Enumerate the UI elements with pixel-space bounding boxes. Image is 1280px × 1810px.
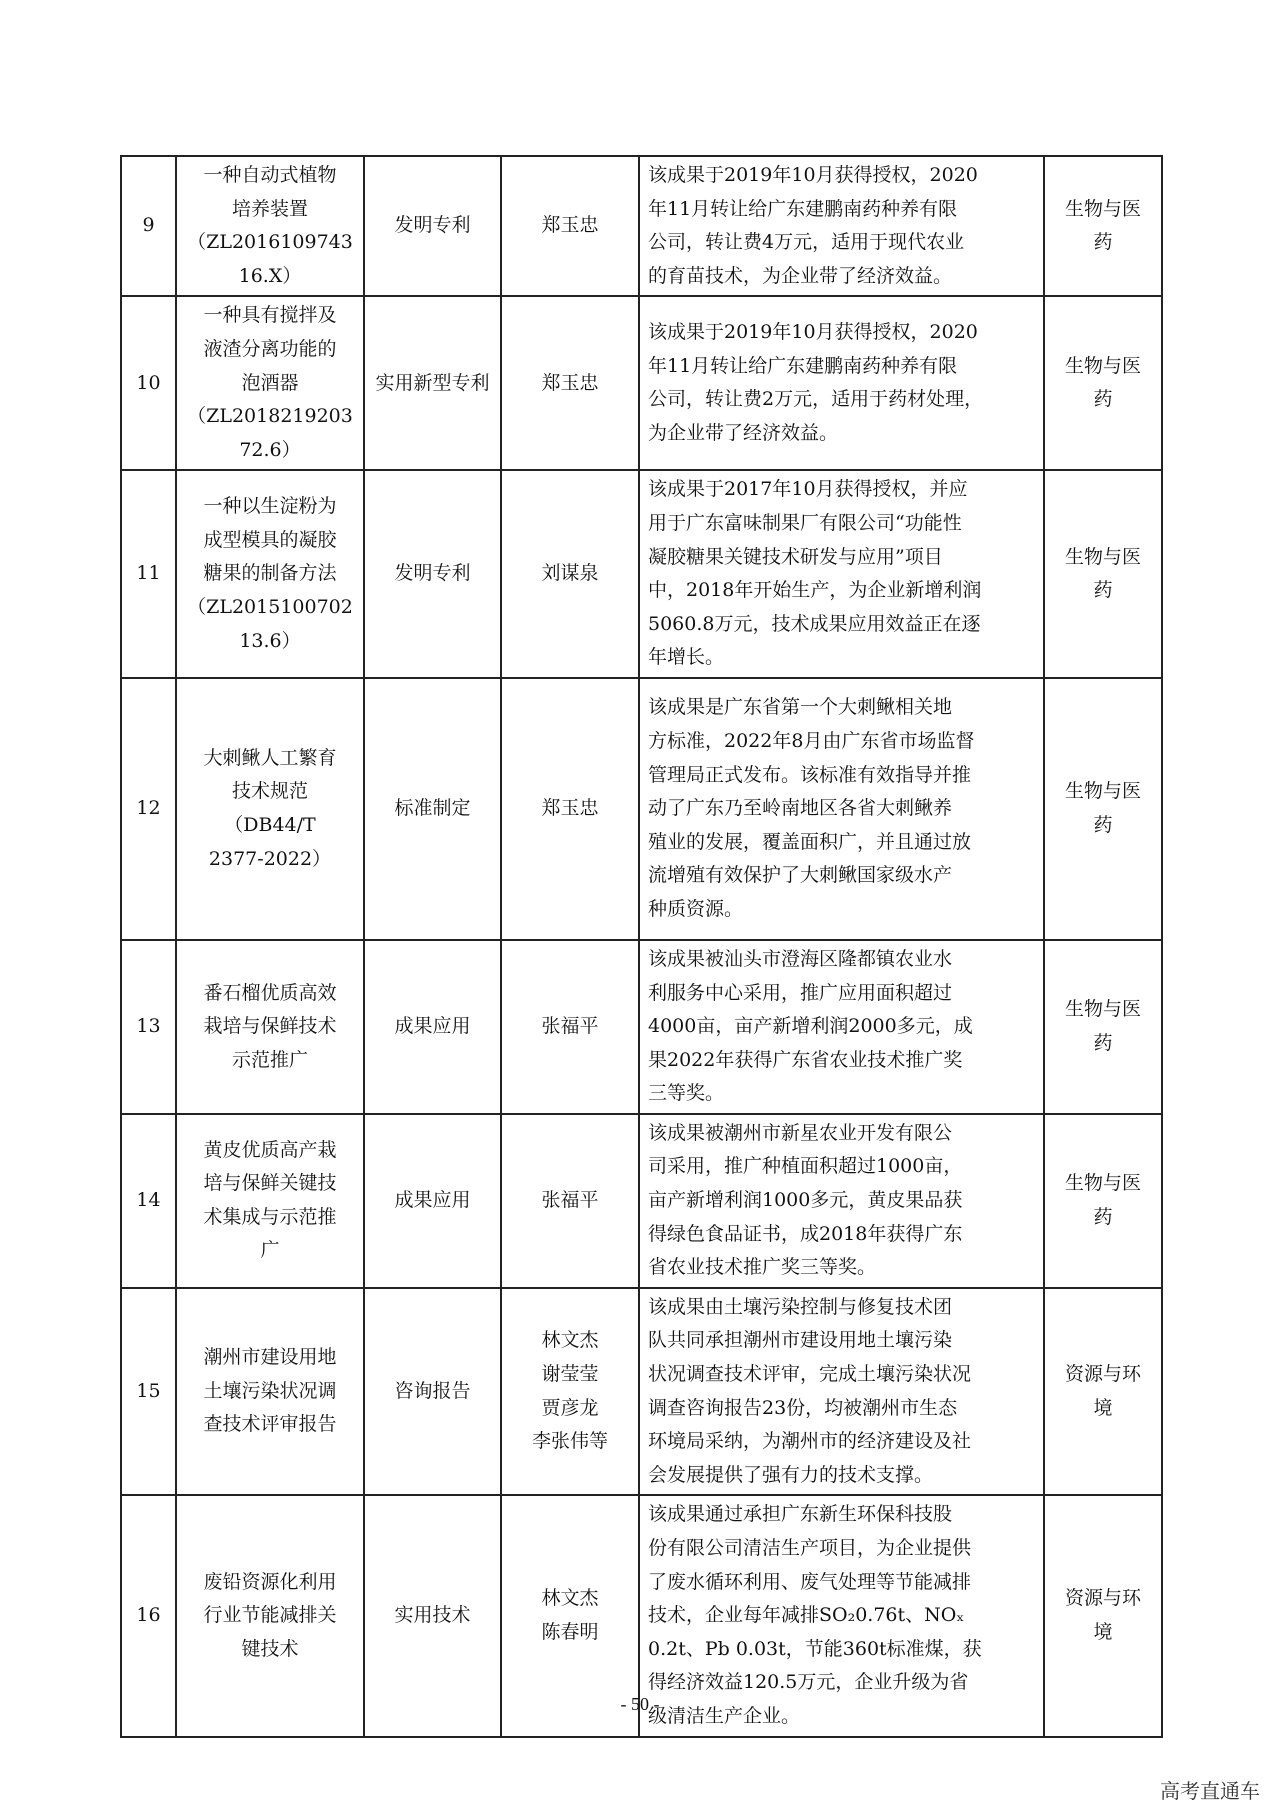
person-line: 张福平 [541,1015,599,1038]
desc-line: 环境局采纳，为潮州市的经济建设及社 [648,1430,972,1453]
field-line: 资源与环 [1064,1363,1141,1386]
desc-line: 该成果由土壤污染控制与修复技术团 [648,1295,953,1318]
desc-line: 年11月转让给广东建鹏南药种养有限 [648,354,958,377]
achievement-type: 咨询报告 [364,1288,501,1496]
name-line: 成型模具的凝胶 [203,528,337,551]
person-line: 贾彦龙 [541,1396,599,1419]
desc-line: 该成果被潮州市新星农业开发有限公 [648,1121,953,1144]
achievement-description [639,1288,1044,1496]
name-line: 糖果的制备方法 [203,562,337,585]
table-row [121,470,1162,678]
desc-line: 省农业技术推广奖三等奖。 [648,1256,877,1279]
name-line: 行业节能减排关 [203,1604,337,1627]
desc-line: 调查咨询报告23份，均被潮州市生态 [648,1396,958,1419]
achievement-description [639,1114,1044,1288]
field-line: 药 [1093,231,1113,254]
desc-line: 年增长。 [648,646,725,669]
achievement-name [176,296,364,470]
name-line: 番石榴优质高效 [203,981,337,1004]
table-row [121,678,1162,940]
desc-line: 凝胶糖果关键技术研发与应用”项目 [648,545,943,568]
achievement-type: 实用技术 [364,1495,501,1736]
person-line: 谢莹莹 [541,1363,599,1386]
row-index: 14 [121,1114,176,1288]
desc-line: 份有限公司清洁生产项目，为企业提供 [648,1537,972,1559]
responsible-person [501,296,639,470]
technology-field [1044,1288,1162,1496]
desc-line: 利服务中心采用，推广应用面积超过 [648,981,953,1004]
achievement-type: 实用新型专利 [364,296,501,470]
field-line: 资源与环 [1064,1587,1141,1610]
technology-field [1044,296,1162,470]
name-line: （ZL2016109743 [187,231,353,254]
name-line: 2377-2022） [208,847,332,870]
responsible-person [501,156,639,296]
desc-line: 0.2t、Pb 0.03t，节能360t标准煤，获 [648,1637,982,1660]
desc-line: 该成果于2017年10月获得授权，并应 [648,478,968,501]
achievement-description [639,296,1044,470]
desc-line: 亩产新增利润1000多元，黄皮果品获 [648,1189,963,1212]
table-row [121,940,1162,1114]
achievement-type: 成果应用 [364,1114,501,1288]
technology-field [1044,940,1162,1114]
table-body [121,156,1162,1737]
achievement-description [639,470,1044,678]
achievement-name [176,940,364,1114]
achievement-type: 发明专利 [364,156,501,296]
desc-line: 得经济效益120.5万元，企业升级为省 [648,1671,969,1694]
person-line: 林文杰 [541,1587,599,1610]
achievement-type: 成果应用 [364,940,501,1114]
desc-line: 技术，企业每年减排SO₂0.76t、NOₓ [648,1604,965,1627]
desc-line: 流增殖有效保护了大刺鳅国家级水产 [648,864,953,887]
desc-line: 5060.8万元，技术成果应用效益正在逐 [648,612,981,635]
desc-line: 种质资源。 [648,897,744,920]
name-line: 键技术 [241,1637,299,1660]
table-row [121,156,1162,296]
field-line: 生物与医 [1064,197,1141,220]
desc-line: 该成果于2019年10月获得授权，2020 [648,321,978,344]
name-line: 技术规范 [231,780,308,803]
name-line: 土壤污染状况调 [203,1379,337,1402]
name-line: （ZL2018219203 [187,405,353,428]
desc-line: 方标准，2022年8月由广东省市场监督 [648,729,975,752]
table-row [121,296,1162,470]
desc-line: 会发展提供了强有力的技术支撑。 [648,1463,934,1486]
name-line: 液渣分离功能的 [203,337,337,360]
desc-line: 公司，转让费4万元，适用于现代农业 [648,231,965,254]
person-line: 刘谋泉 [541,562,599,585]
desc-line: 4000亩，亩产新增利润2000多元，成 [648,1015,973,1038]
person-line: 陈春明 [541,1620,599,1643]
name-line: 黄皮优质高产栽 [203,1138,337,1161]
name-line: 大刺鳅人工繁育 [203,746,337,769]
name-line: 一种自动式植物 [203,164,337,186]
name-line: 术集成与示范推 [203,1205,337,1228]
desc-line: 状况调查技术评审，完成土壤污染状况 [648,1363,972,1386]
table-row [121,1288,1162,1496]
field-line: 药 [1093,813,1113,836]
name-line: 72.6） [239,438,301,461]
row-index: 16 [121,1495,176,1736]
name-line: 泡酒器 [241,371,299,394]
desc-line: 动了广东乃至岭南地区各省大刺鳅养 [648,797,953,820]
name-line: 13.6） [239,629,301,652]
desc-line: 管理局正式发布。该标准有效指导并推 [648,763,972,786]
person-line: 郑玉忠 [541,797,599,820]
achievement-name [176,156,364,296]
row-index: 11 [121,470,176,678]
desc-line: 为企业带了经济效益。 [648,421,839,444]
name-line: 广 [260,1239,280,1262]
achievement-description [639,156,1044,296]
name-line: 示范推广 [231,1048,308,1071]
field-line: 药 [1093,388,1113,411]
watermark-text: 高考直通车 [1160,1779,1260,1803]
desc-line: 该成果通过承担广东新生环保科技股 [648,1503,953,1526]
desc-line: 殖业的发展，覆盖面积广，并且通过放 [648,830,972,853]
field-line: 药 [1093,579,1113,602]
name-line: 培养装置 [231,197,308,220]
person-line: 李张伟等 [531,1430,608,1453]
name-line: 废铅资源化利用 [203,1570,337,1593]
person-line: 林文杰 [541,1329,599,1352]
name-line: 查技术评审报告 [203,1413,337,1436]
field-line: 生物与医 [1064,780,1141,803]
technology-field [1044,156,1162,296]
name-line: 16.X） [238,264,302,287]
desc-line: 司采用，推广种植面积超过1000亩， [648,1155,963,1178]
responsible-person [501,1288,639,1496]
field-line: 境 [1093,1620,1113,1643]
field-line: 生物与医 [1064,354,1141,377]
achievement-type: 标准制定 [364,678,501,940]
technology-field [1044,678,1162,940]
name-line: 栽培与保鲜技术 [203,1015,337,1038]
responsible-person [501,1114,639,1288]
technology-field [1044,470,1162,678]
achievement-name [176,678,364,940]
desc-line: 该成果于2019年10月获得授权，2020 [648,164,978,186]
field-line: 药 [1093,1031,1113,1054]
person-line: 郑玉忠 [541,371,599,394]
name-line: （DB44/T [224,813,316,836]
name-line: （ZL2015100702 [187,595,353,618]
desc-line: 级清洁生产企业。 [648,1704,801,1727]
row-index: 10 [121,296,176,470]
field-line: 生物与医 [1064,545,1141,568]
desc-line: 的育苗技术，为企业带了经济效益。 [648,264,953,287]
desc-line: 中，2018年开始生产，为企业新增利润 [648,579,982,602]
person-line: 张福平 [541,1189,599,1212]
achievements-table [120,155,1163,1738]
achievement-type: 发明专利 [364,470,501,678]
row-index: 9 [121,156,176,296]
responsible-person [501,470,639,678]
technology-field [1044,1114,1162,1288]
desc-line: 该成果是广东省第一个大刺鳅相关地 [648,696,953,719]
desc-line: 用于广东富味制果厂有限公司“功能性 [648,511,962,534]
name-line: 一种以生淀粉为 [203,495,337,518]
name-line: 潮州市建设用地 [203,1346,337,1369]
row-index: 15 [121,1288,176,1496]
achievement-description [639,678,1044,940]
desc-line: 公司，转让费2万元，适用于药材处理， [648,388,984,411]
responsible-person [501,940,639,1114]
table-row [121,1114,1162,1288]
person-line: 郑玉忠 [541,214,599,237]
achievement-description [639,940,1044,1114]
name-line: 培与保鲜关键技 [203,1172,337,1195]
page-number: - 50 - [620,1694,660,1714]
desc-line: 年11月转让给广东建鹏南药种养有限 [648,197,958,220]
achievement-name [176,1288,364,1496]
field-line: 境 [1093,1396,1113,1419]
achievement-name [176,470,364,678]
desc-line: 该成果被汕头市澄海区隆都镇农业水 [648,947,953,970]
row-index: 13 [121,940,176,1114]
desc-line: 了废水循环利用、废气处理等节能减排 [648,1570,972,1593]
desc-line: 得绿色食品证书，成2018年获得广东 [648,1222,963,1245]
field-line: 生物与医 [1064,998,1141,1021]
name-line: 一种具有搅拌及 [203,304,337,327]
responsible-person [501,678,639,940]
desc-line: 队共同承担潮州市建设用地土壤污染 [648,1329,953,1352]
field-line: 生物与医 [1064,1172,1141,1195]
row-index: 12 [121,678,176,940]
desc-line: 三等奖。 [648,1082,725,1105]
desc-line: 果2022年获得广东省农业技术推广奖 [648,1048,963,1071]
achievement-name [176,1114,364,1288]
field-line: 药 [1093,1205,1113,1228]
